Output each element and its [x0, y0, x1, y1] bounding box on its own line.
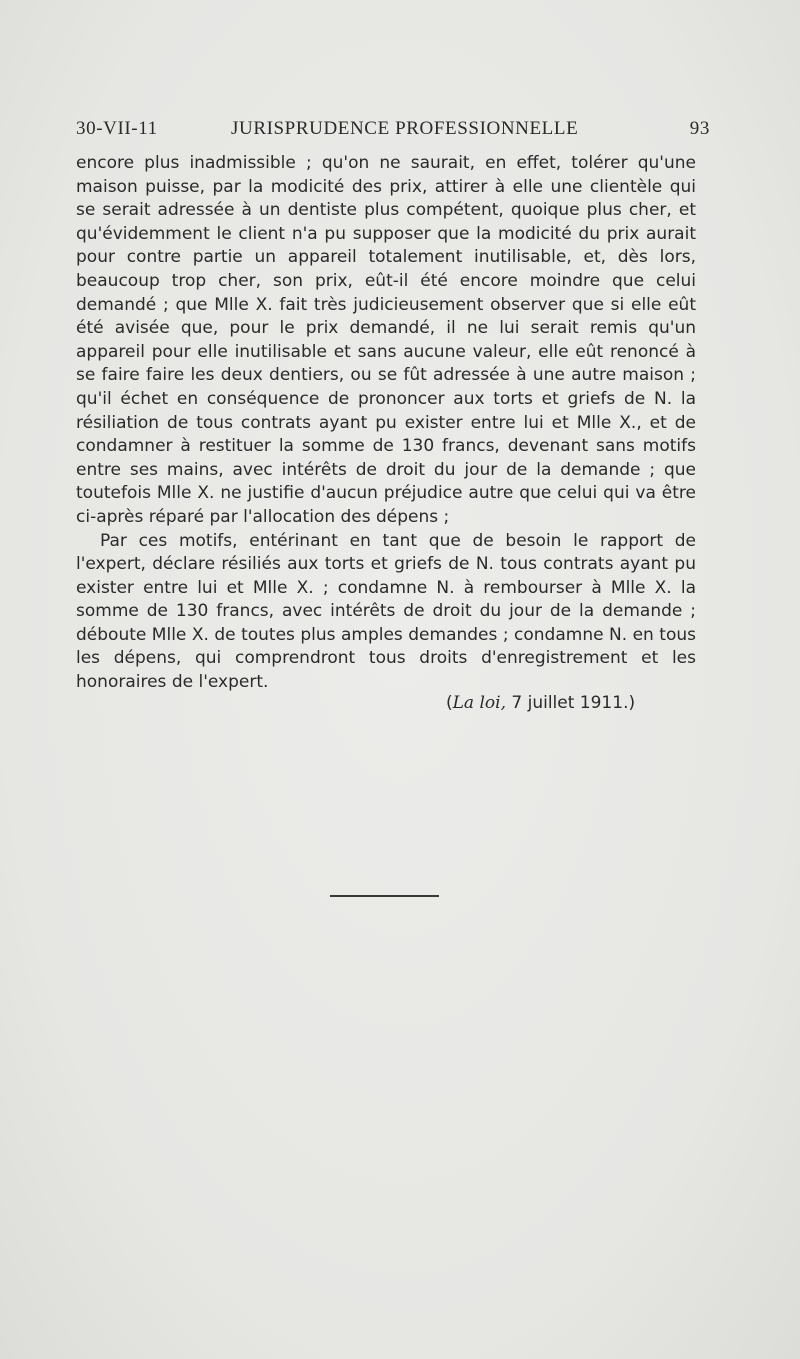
citation-open: (: [446, 693, 453, 713]
citation: [446, 693, 635, 713]
citation-work: La loi,: [452, 693, 506, 713]
citation-date: 7 juillet 1911.: [505, 693, 629, 713]
section-divider: [330, 895, 439, 897]
header-title: JURISPRUDENCE PROFESSIONNELLE: [231, 118, 579, 139]
page-number: 93: [689, 118, 710, 139]
paragraph-1: encore plus inadmissible ; qu'on ne saurait, en effet, tolérer qu'une maison puisse, par la modicité des prix, attirer à elle une clientèle qui se serait adressée à un dentiste plus compétent, quoique plus cher, et qu'évidemment le client n'a pu supposer que la modicité du prix aurait pour contre partie un appareil totalement inutilisable, et, dès lors, beaucoup trop cher, son prix, eût-il été encore moindre que celui demandé ; que Mlle X. fait très judicieusement observer que si elle eût été avisée que, pour le prix demandé, il ne lui serait remis qu'un appareil pour elle inutilisable et sans aucune valeur, elle eût renoncé à se faire faire les deux dentiers, ou se fût adressée à une autre maison ; qu'il échet en conséquence de prononcer aux torts et griefs de N. la résiliation de tous contrats ayant pu exister entre lui et Mlle X., et de condamner à restituer la somme de 130 francs, devenant sans motifs entre ses mains, avec intérêts de droit du jour de la demande ; que toutefois Mlle X. ne justifie d'aucun préjudice autre que celui qui va être ci-après réparé par l'allocation des dépens ;: [76, 153, 696, 527]
body-text: [76, 152, 696, 695]
running-head: [76, 118, 710, 142]
citation-close: ): [628, 693, 636, 713]
header-date: 30-VII-11: [76, 118, 158, 139]
paragraph-2: Par ces motifs, entérinant en tant que de besoin le rapport de l'expert, déclare résiliés aux torts et griefs de N. tous contrats ayant pu exister entre lui et Mlle X. ; condamne N. à rembourser à Mlle X. la somme de 130 francs, avec intérêts de droit du jour de la demande ; déboute Mlle X. de toutes plus amples demandes ; condamne N. en tous les dépens, qui comprendront tous droits d'enregistrement et les honoraires de l'expert.: [76, 530, 696, 693]
